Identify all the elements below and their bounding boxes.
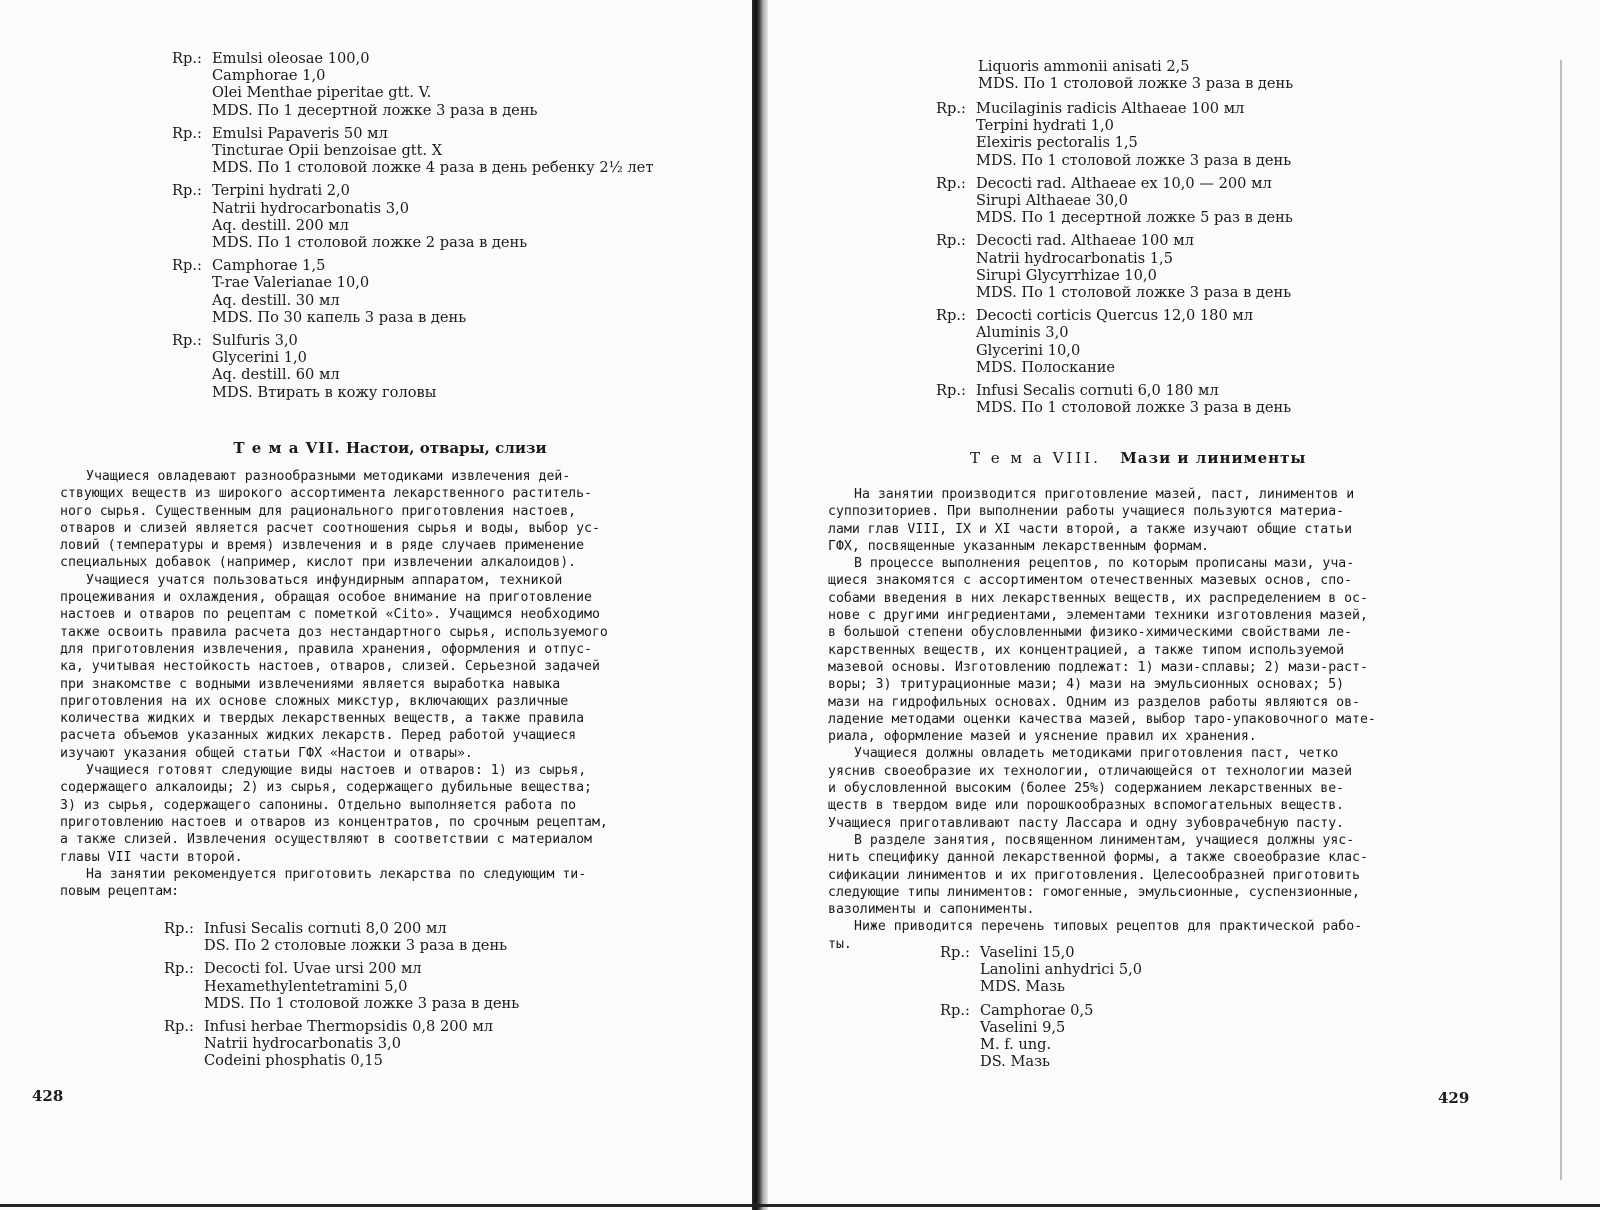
paragraph-line: ты. bbox=[828, 936, 852, 952]
recipe-line: Camphorae 1,5 bbox=[212, 257, 326, 275]
recipe-line: MDS. По 1 столовой ложке 2 раза в день bbox=[212, 234, 528, 252]
paragraph-line: приготовлению настоев и отваров из концентратов, по срочным рецептам, bbox=[60, 814, 608, 830]
recipe-line: MDS. По 1 десертной ложке 3 раза в день bbox=[212, 101, 538, 119]
recipe bbox=[172, 125, 732, 177]
recipe-line: M. f. ung. bbox=[980, 1036, 1052, 1054]
paragraph-line: нить специфику данной лекарственной формы, а также своеобразие клас- bbox=[828, 850, 1368, 866]
recipe-label: Rp.: bbox=[164, 920, 194, 937]
paragraph bbox=[60, 762, 720, 866]
recipe-line: Natrii hydrocarbonatis 3,0 bbox=[212, 199, 409, 217]
left-section-heading bbox=[40, 440, 740, 457]
recipe bbox=[936, 232, 1476, 301]
paragraph-line: ного сырья. Существенным для рационального приготовления настоев, bbox=[60, 503, 577, 519]
recipe-line: Terpini hydrati 2,0 bbox=[212, 182, 350, 200]
paragraph-line: ка, учитывая нестойкость настоев, отваров, слизей. Серьезной задачей bbox=[60, 659, 600, 675]
right-recipes-top bbox=[936, 100, 1476, 422]
recipe bbox=[172, 182, 732, 251]
recipe-line: Aq. destill. 200 мл bbox=[212, 216, 349, 234]
left-recipes-top bbox=[172, 50, 732, 407]
left-heading-title: Настои, отвары, слизи bbox=[345, 439, 547, 457]
recipe-line: MDS. По 30 капель 3 раза в день bbox=[212, 308, 467, 326]
right-recipe-continuation bbox=[978, 58, 1478, 92]
paragraph-line: процеживания и охлаждения, обращая особое внимание на приготовление bbox=[60, 590, 592, 606]
recipe-label: Rp.: bbox=[172, 257, 202, 275]
recipe bbox=[172, 257, 732, 326]
recipe bbox=[940, 944, 1440, 996]
recipe bbox=[164, 1018, 724, 1070]
recipe-line: Natrii hydrocarbonatis 1,5 bbox=[976, 249, 1173, 267]
recipe-line: Glycerini 10,0 bbox=[976, 341, 1081, 359]
paragraph-line: ствующих веществ из широкого ассортимента лекарственного раститель- bbox=[60, 486, 592, 502]
recipe-line: DS. По 2 столовые ложки 3 раза в день bbox=[204, 937, 508, 955]
recipe-label: Rp.: bbox=[164, 960, 194, 978]
right-page-number: 429 bbox=[1438, 1089, 1470, 1107]
book-gutter-shadow bbox=[762, 0, 768, 1210]
recipe-line: Infusi herbae Thermopsidis 0,8 200 мл bbox=[204, 1018, 494, 1036]
recipe-line: T-rae Valerianae 10,0 bbox=[212, 274, 370, 292]
left-page bbox=[32, 0, 740, 1200]
paragraph-line: настоев и отваров по рецептам с пометкой «Cito». Учащимся необходимо bbox=[60, 607, 600, 623]
paragraph-line: мазевой основы. Изготовлению подлежат: 1) мази-сплавы; 2) мази-раст- bbox=[828, 659, 1368, 675]
paragraph-line: суппозиториев. При выполнении работы учащиеся пользуются материа- bbox=[828, 504, 1345, 520]
paragraph bbox=[60, 572, 720, 762]
paragraph-line: следующие типы линиментов: гомогенные, эмульсионные, суспензионные, bbox=[828, 884, 1360, 900]
paragraph-line: Учащиеся приготавливают пасту Лассара и одну зубоврачебную пасту. bbox=[828, 815, 1345, 831]
recipe-line: Glycerini 1,0 bbox=[212, 349, 307, 367]
recipe-line: Decocti fol. Uvae ursi 200 мл bbox=[204, 960, 422, 978]
paragraph-line: количества жидких и твердых лекарственных веществ, а также правила bbox=[60, 711, 585, 727]
recipe-line: Vaselini 9,5 bbox=[980, 1018, 1066, 1036]
recipe bbox=[936, 307, 1476, 376]
paragraph-line: мази на гидрофильных основах. Одним из разделов работы являются ов- bbox=[828, 694, 1360, 710]
paragraph-line: воры; 3) тритурационные мази; 4) мази на эмульсионных основах; 5) bbox=[828, 677, 1345, 693]
recipe-line: Decocti corticis Quercus 12,0 180 мл bbox=[976, 307, 1254, 325]
recipe-line: MDS. По 1 столовой ложке 3 раза в день bbox=[978, 75, 1294, 93]
recipe bbox=[940, 1002, 1440, 1071]
scan-border bbox=[0, 1204, 1600, 1207]
paragraph-line: В разделе занятия, посвященном линиментам, учащиеся должны уяс- bbox=[854, 832, 1355, 848]
page-edge bbox=[1560, 60, 1562, 1180]
paragraph-line: На занятии рекомендуется приготовить лекарства по следующим ти- bbox=[86, 866, 587, 882]
paragraph-line: Ниже приводится перечень типовых рецептов для практической рабо- bbox=[854, 919, 1363, 935]
recipe-label: Rp.: bbox=[936, 174, 966, 192]
paragraph-line: и обусловленной высоким (более 25%) содержанием лекарственных ве- bbox=[828, 781, 1345, 797]
paragraph bbox=[828, 486, 1488, 555]
paragraph-line: изучают указания общей статьи ГФХ «Настои и отвары». bbox=[60, 745, 473, 761]
recipe-line: MDS. По 1 столовой ложке 4 раза в день ребенку 2½ лет bbox=[212, 159, 654, 177]
paragraph-line: содержащего алкалоиды; 2) из сырья, содержащего дубильные вещества; bbox=[60, 780, 592, 796]
paragraph-line: Учащиеся готовят следующие виды настоев и отваров: 1) из сырья, bbox=[86, 763, 587, 779]
paragraph-line: карственных веществ, их концентрацией, а также типом используемой bbox=[828, 642, 1345, 658]
recipe-line: MDS. По 1 десертной ложке 5 раз в день bbox=[976, 209, 1293, 227]
recipe-line: MDS. По 1 столовой ложке 3 раза в день bbox=[976, 284, 1292, 302]
paragraph-line: нове с другими ингредиентами, элементами техники изготовления мазей, bbox=[828, 608, 1368, 624]
recipe-line: Sulfuris 3,0 bbox=[212, 332, 298, 350]
paragraph-line: при знакомстве с водными извлечениями является выработка навыка bbox=[60, 676, 561, 692]
recipe-line: Camphorae 1,0 bbox=[212, 67, 326, 85]
paragraph-line: отваров и слизей является расчет соотношения сырья и воды, выбор ус- bbox=[60, 520, 600, 536]
recipe-line: Decocti rad. Althaeae 100 мл bbox=[976, 232, 1194, 250]
recipe-line: Lanolini anhydrici 5,0 bbox=[980, 961, 1143, 979]
paragraph-line: ловий (температуры и время) извлечения и в ряде случаев применение bbox=[60, 538, 585, 554]
paragraph bbox=[60, 468, 720, 572]
recipe-line: Liquoris ammonii anisati 2,5 bbox=[978, 58, 1190, 75]
paragraph-line: уяснив своеобразие их технологии, отличающейся от технологии мазей bbox=[828, 763, 1353, 779]
paragraph bbox=[828, 555, 1488, 745]
paragraph bbox=[828, 745, 1488, 831]
paragraph bbox=[828, 832, 1488, 918]
right-recipes-bottom bbox=[940, 944, 1440, 1076]
recipe bbox=[164, 960, 724, 1012]
recipe-line: Hexamethylentetramini 5,0 bbox=[204, 977, 408, 995]
right-body-text bbox=[828, 486, 1488, 953]
recipe-line: MDS. Мазь bbox=[980, 978, 1065, 996]
recipe-line: Emulsi oleosae 100,0 bbox=[212, 50, 370, 67]
recipe-line: Tincturae Opii benzoisae gtt. X bbox=[212, 142, 443, 160]
recipe-line: MDS. Полоскание bbox=[976, 358, 1116, 376]
recipe-label: Rp.: bbox=[940, 1001, 970, 1019]
right-heading-title: Мази и линименты bbox=[1120, 449, 1307, 467]
recipe-line: MDS. По 1 столовой ложке 3 раза в день bbox=[976, 151, 1292, 169]
paragraph-line: риала, оформление мазей и уяснение правил их хранения. bbox=[828, 729, 1257, 745]
recipe bbox=[936, 175, 1476, 227]
recipe-label: Rp.: bbox=[172, 50, 202, 67]
recipe-line: MDS. По 1 столовой ложке 3 раза в день bbox=[204, 994, 520, 1012]
recipe-line: Vaselini 15,0 bbox=[980, 944, 1075, 961]
paragraph-line: также освоить правила расчета доз нестандартного сырья, используемого bbox=[60, 624, 608, 640]
recipe-line: Emulsi Papaveris 50 мл bbox=[212, 124, 388, 142]
recipe-label: Rp.: bbox=[164, 1018, 194, 1036]
paragraph-line: лами глав VIII, IX и XI части второй, а также изучают общие статьи bbox=[828, 521, 1353, 537]
recipe-label: Rp.: bbox=[936, 232, 966, 250]
paragraph-line: в большой степени обусловленными физико-химическими свойствами ле- bbox=[828, 625, 1353, 641]
recipe-label: Rp.: bbox=[172, 332, 202, 350]
left-recipes-bottom bbox=[164, 920, 724, 1076]
recipe-label: Rp.: bbox=[172, 124, 202, 142]
book-gutter bbox=[752, 0, 762, 1210]
recipe-label: Rp.: bbox=[940, 944, 970, 961]
paragraph-line: ГФХ, посвященные указанным лекарственным формам. bbox=[828, 538, 1210, 554]
paragraph-line: специальных добавок (например, кислот при извлечении алкалоидов). bbox=[60, 555, 577, 571]
recipe-line: Olei Menthae piperitae gtt. V. bbox=[212, 84, 432, 102]
recipe-line: MDS. Втирать в кожу головы bbox=[212, 383, 437, 401]
recipe bbox=[936, 100, 1476, 169]
paragraph-line: сификации линиментов и их приготовления. Целесообразней приготовить bbox=[828, 867, 1360, 883]
recipe-label: Rp.: bbox=[936, 382, 966, 400]
right-heading-tema: Т е м а VIII. bbox=[970, 449, 1101, 467]
paragraph-line: собами введения в них лекарственных веществ, их распределением в ос- bbox=[828, 590, 1368, 606]
recipe-line: Sirupi Althaeae 30,0 bbox=[976, 192, 1128, 210]
paragraph-line: В процессе выполнения рецептов, по которым прописаны мази, уча- bbox=[854, 556, 1355, 572]
recipe-line: Terpini hydrati 1,0 bbox=[976, 117, 1114, 135]
recipe-line: Camphorae 0,5 bbox=[980, 1001, 1094, 1019]
recipe-line: MDS. По 1 столовой ложке 3 раза в день bbox=[976, 399, 1292, 417]
paragraph-line: приготовления на их основе сложных микстур, включающих различные bbox=[60, 693, 569, 709]
recipe bbox=[172, 332, 732, 401]
recipe-line: DS. Мазь bbox=[980, 1053, 1051, 1071]
paragraph-line: ществ в твердом виде или порошкообразных вспомогательных веществ. bbox=[828, 798, 1345, 814]
paragraph-line: вазолименты и сапонименты. bbox=[828, 902, 1035, 918]
recipe-line: Elexiris pectoralis 1,5 bbox=[976, 134, 1138, 152]
paragraph-line: главы VII части второй. bbox=[60, 849, 243, 865]
recipe-label: Rp.: bbox=[936, 307, 966, 325]
paragraph bbox=[60, 866, 720, 901]
recipe-line: Mucilaginis radicis Althaeae 100 мл bbox=[976, 100, 1245, 117]
recipe-label: Rp.: bbox=[936, 100, 966, 117]
left-page-number: 428 bbox=[32, 1087, 64, 1105]
left-body-text bbox=[60, 468, 720, 900]
left-heading-tema: Т е м а VII. bbox=[233, 439, 341, 457]
right-section-heading bbox=[970, 450, 1370, 467]
recipe-line: Aq. destill. 60 мл bbox=[212, 366, 340, 384]
recipe-line: Aq. destill. 30 мл bbox=[212, 291, 340, 309]
recipe-line: Sirupi Glycyrrhizae 10,0 bbox=[976, 266, 1157, 284]
paragraph-line: повым рецептам: bbox=[60, 884, 180, 900]
paragraph-line: щиеся знакомятся с ассортиментом отечественных мазевых основ, спо- bbox=[828, 573, 1353, 589]
recipe-label: Rp.: bbox=[172, 182, 202, 200]
right-page bbox=[790, 0, 1490, 1200]
recipe-line: Infusi Secalis cornuti 6,0 180 мл bbox=[976, 382, 1219, 400]
paragraph-line: а также слизей. Извлечения осуществляют в соответствии с материалом bbox=[60, 832, 592, 848]
paragraph-line: расчета объемов указанных жидких лекарств. Перед работой учащиеся bbox=[60, 728, 577, 744]
paragraph-line: Учащиеся овладевают разнообразными методиками извлечения дей- bbox=[86, 469, 571, 484]
paragraph-line: для приготовления извлечения, правила хранения, оформления и отпус- bbox=[60, 641, 592, 657]
recipe-line: Decocti rad. Althaeae ex 10,0 — 200 мл bbox=[976, 174, 1272, 192]
paragraph-line: 3) из сырья, содержащего сапонины. Отдельно выполняется работа по bbox=[60, 797, 577, 813]
paragraph-line: ладение методами оценки качества мазей, выбор таро-упаковочного мате- bbox=[828, 711, 1376, 727]
recipe bbox=[164, 920, 724, 954]
paragraph-line: На занятии производится приготовление мазей, паст, линиментов и bbox=[854, 487, 1355, 502]
paragraph-line: Учащиеся должны овладеть методиками приготовления паст, четко bbox=[854, 746, 1339, 762]
recipe bbox=[172, 50, 732, 119]
recipe-line: Natrii hydrocarbonatis 3,0 bbox=[204, 1035, 401, 1053]
recipe bbox=[936, 382, 1476, 416]
recipe-line: Infusi Secalis cornuti 8,0 200 мл bbox=[204, 920, 447, 937]
recipe-line: Codeini phosphatis 0,15 bbox=[204, 1052, 383, 1070]
recipe-line: Aluminis 3,0 bbox=[976, 324, 1069, 342]
paragraph-line: Учащиеся учатся пользоваться инфундирным аппаратом, техникой bbox=[86, 572, 563, 588]
